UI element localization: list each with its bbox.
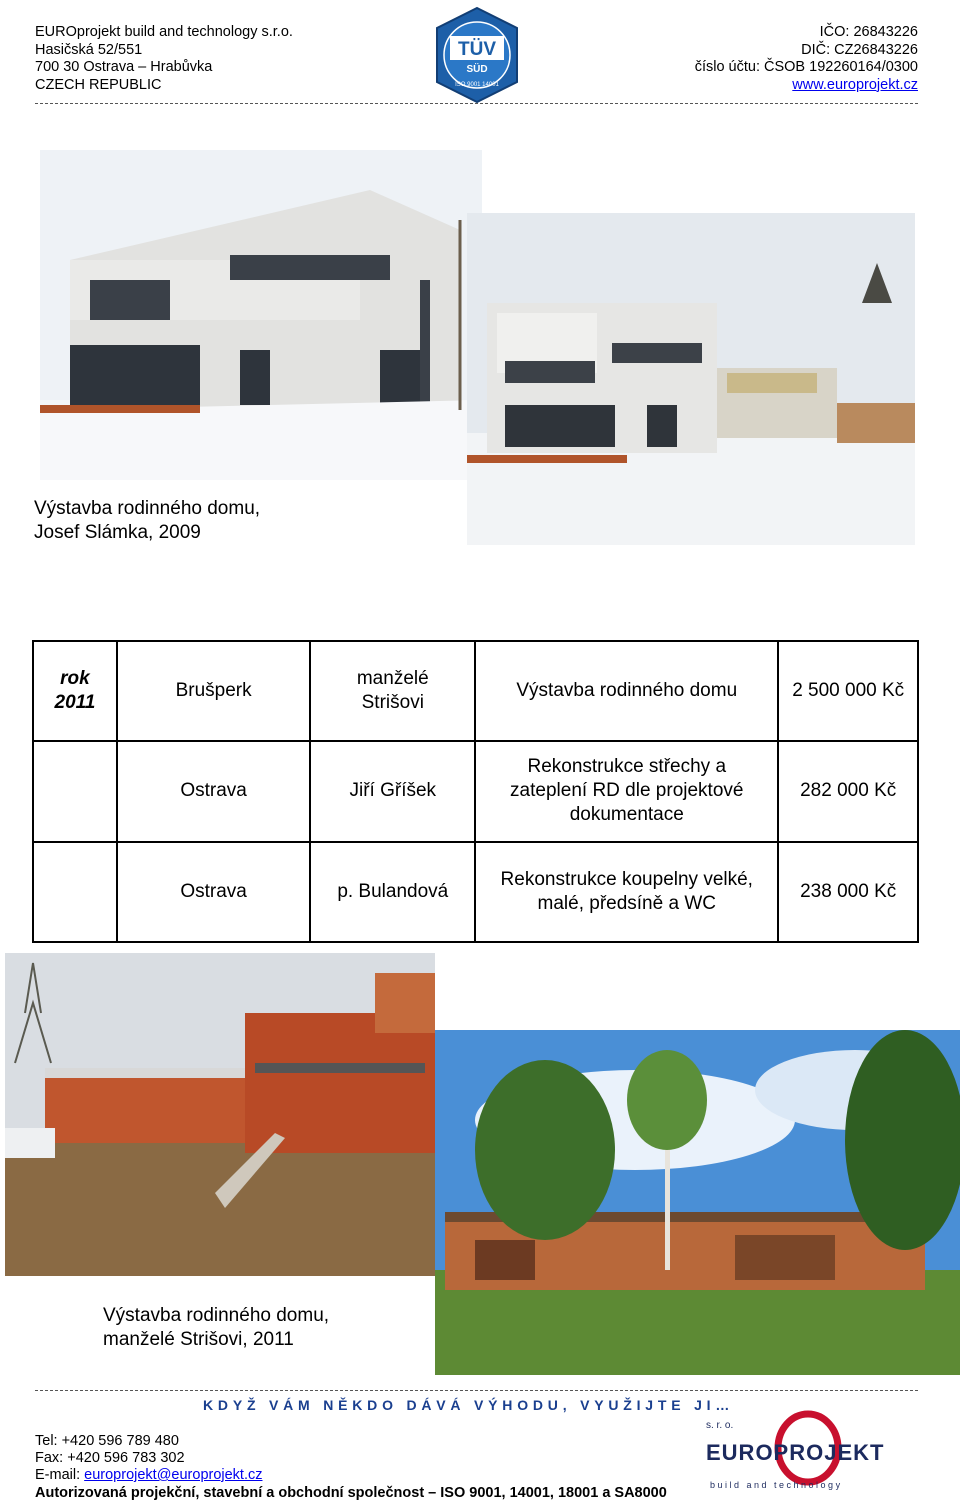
footer-divider bbox=[35, 1390, 918, 1391]
table-row bbox=[33, 842, 918, 942]
price-cell: 2 500 000 Kč bbox=[778, 641, 918, 741]
tuv-sud-logo bbox=[428, 6, 526, 104]
reference-table bbox=[32, 640, 919, 943]
company-address bbox=[35, 24, 293, 94]
price-cell: 238 000 Kč bbox=[778, 842, 918, 942]
contact-info bbox=[35, 1433, 263, 1484]
client-cell: p. Bulandová bbox=[310, 842, 475, 942]
phone: Tel: +420 596 789 480 bbox=[35, 1433, 179, 1449]
place-cell: Brušperk bbox=[117, 641, 311, 741]
logo-sro: s. r. o. bbox=[706, 1420, 734, 1431]
work-cell: Rekonstrukce střechy a zateplení RD dle projektové dokumentace bbox=[475, 741, 778, 841]
client-cell: Jiří Gříšek bbox=[310, 741, 475, 841]
year-cell bbox=[33, 842, 117, 942]
authorization-text: Autorizovaná projekční, stavební a obchodní společnost – ISO 9001, 14001, 18001 a SA8000 bbox=[35, 1485, 667, 1501]
year-cell bbox=[33, 741, 117, 841]
caption-slamka: Výstavba rodinného domu, Josef Slámka, 2009 bbox=[34, 498, 261, 543]
svg-text:TÜV: TÜV bbox=[458, 39, 496, 60]
country: CZECH REPUBLIC bbox=[35, 76, 162, 93]
svg-text:ISO 9001 14001: ISO 9001 14001 bbox=[455, 82, 499, 88]
construction-photo-1 bbox=[5, 953, 435, 1276]
email-line: E-mail: europrojekt@europrojekt.cz bbox=[35, 1467, 263, 1483]
header-divider bbox=[35, 103, 918, 104]
work-cell: Výstavba rodinného domu bbox=[475, 641, 778, 741]
europrojekt-logo bbox=[702, 1404, 924, 1494]
work-cell: Rekonstrukce koupelny velké, malé, předsíně a WC bbox=[475, 842, 778, 942]
place-cell: Ostrava bbox=[117, 741, 311, 841]
logo-wordmark: EUROPROJEKT bbox=[706, 1440, 885, 1465]
logo-subtitle: build and technology bbox=[710, 1480, 843, 1490]
ico: IČO: 26843226 bbox=[819, 24, 918, 40]
email-link[interactable]: europrojekt@europrojekt.cz bbox=[84, 1467, 263, 1483]
dic: DIČ: CZ26843226 bbox=[801, 41, 918, 58]
house-photo-back bbox=[467, 213, 915, 545]
city: 700 30 Ostrava – Hrabůvka bbox=[35, 59, 213, 75]
bank-account: číslo účtu: ČSOB 192260164/0300 bbox=[694, 59, 918, 75]
svg-text:SÜD: SÜD bbox=[466, 64, 488, 75]
price-cell: 282 000 Kč bbox=[778, 741, 918, 841]
table-row bbox=[33, 641, 918, 741]
caption-strisovi: Výstavba rodinného domu, manželé Strišovi, 2011 bbox=[103, 1305, 330, 1350]
website-link[interactable]: www.europrojekt.cz bbox=[792, 76, 918, 93]
table-row bbox=[33, 741, 918, 841]
fax: Fax: +420 596 783 302 bbox=[35, 1450, 185, 1466]
company-name: EUROprojekt build and technology s.r.o. bbox=[35, 24, 293, 40]
construction-photo-2 bbox=[435, 1030, 960, 1375]
house-photo-front bbox=[40, 150, 482, 480]
client-cell: manželé Strišovi bbox=[310, 641, 475, 741]
slogan: KDYŽ VÁM NĚKDO DÁVÁ VÝHODU, VYUŽIJTE JI… bbox=[203, 1397, 735, 1413]
street: Hasičská 52/551 bbox=[35, 41, 143, 58]
company-ids bbox=[695, 24, 918, 94]
year-cell: rok 2011 bbox=[33, 641, 117, 741]
place-cell: Ostrava bbox=[117, 842, 311, 942]
